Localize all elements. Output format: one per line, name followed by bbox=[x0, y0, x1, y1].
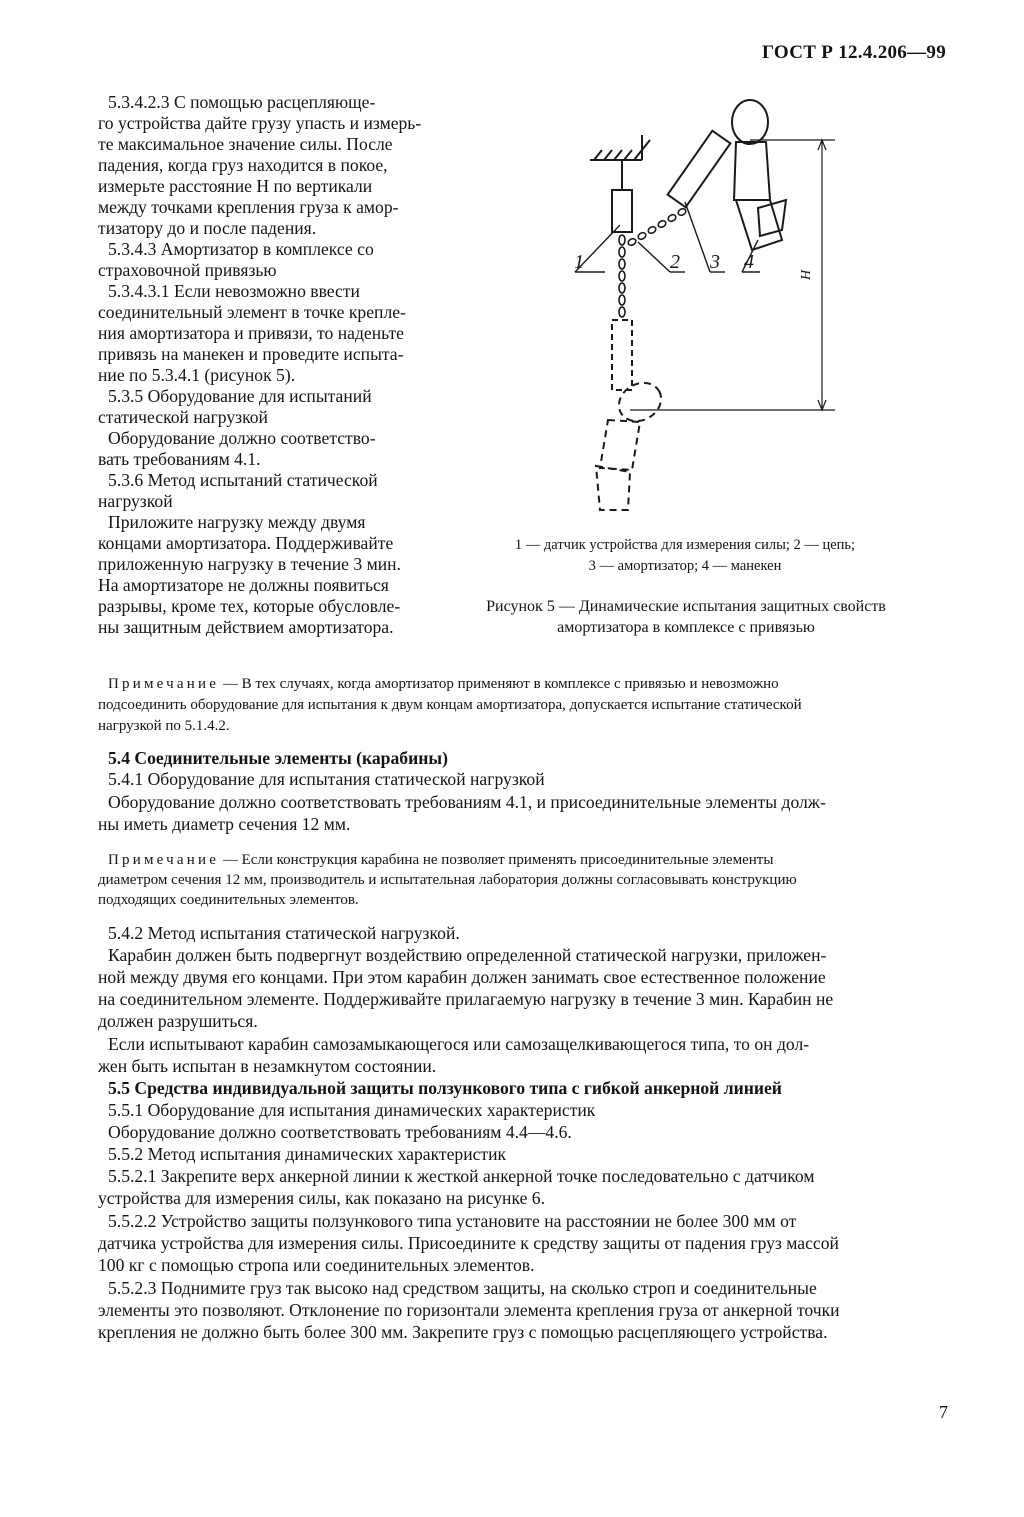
callout-3: 3 bbox=[710, 251, 720, 273]
paragraph-line: устройства для измерения силы, как показано на рисунке 6. bbox=[98, 1188, 545, 1208]
caption-line-1: Рисунок 5 — Динамические испытания защитных свойств bbox=[486, 598, 886, 615]
lower-dummy-shape bbox=[596, 375, 668, 510]
page-number: 7 bbox=[939, 1402, 948, 1422]
callout-4: 4 bbox=[744, 251, 754, 273]
paragraph-line: жен быть испытан в незамкнутом состоянии. bbox=[98, 1056, 437, 1076]
section-5-5-2: 5.5.2 Метод испытания динамических характеристик bbox=[108, 1144, 507, 1164]
text-line: концами амортизатора. Поддерживайте bbox=[98, 533, 394, 553]
dimension-h-label: H bbox=[799, 269, 814, 280]
lower-absorber-shape bbox=[612, 320, 632, 390]
paragraph-line: на соединительном элементе. Поддерживайте прилагаемую нагрузку в течение 3 мин. Карабин не bbox=[98, 989, 834, 1009]
note-2-line-2: диаметром сечения 12 мм, производитель и испытательная лаборатория должны согласовывать конструкцию bbox=[98, 872, 797, 888]
note-text: — Если конструкция карабина не позволяет применять присоединительные элементы bbox=[219, 852, 774, 868]
text-line: 5.3.4.2.3 С помощью расцепляюще- bbox=[108, 92, 376, 112]
legend-line-1: 1 — датчик устройства для измерения силы; 2 — цепь; bbox=[514, 537, 856, 553]
text-line: ния амортизатора и привязи, то наденьте bbox=[98, 323, 404, 343]
legend-line-2: 3 — амортизатор; 4 — манекен bbox=[588, 558, 782, 574]
text-line: ние по 5.3.4.1 (рисунок 5). bbox=[98, 365, 296, 385]
note-label: Примечание bbox=[108, 676, 220, 692]
figure-caption bbox=[462, 596, 910, 638]
paragraph-line: 5.5.2.2 Устройство защиты ползункового типа установите на расстоянии не более 300 мм от bbox=[108, 1211, 797, 1231]
text-line: привязь на манекен и проведите испыта- bbox=[98, 344, 404, 364]
text-line: Приложите нагрузку между двумя bbox=[108, 512, 366, 532]
text-line: страховочной привязью bbox=[98, 260, 277, 280]
paragraph-line: 5.5.2.3 Поднимите груз так высоко над средством защиты, на сколько строп и соединительные bbox=[108, 1278, 817, 1298]
paragraph-line: Если испытывают карабин самозамыкающегося или самозащелкивающегося типа, то он дол- bbox=[108, 1034, 810, 1054]
section-5-5-heading: 5.5 Средства индивидуальной защиты ползункового типа с гибкой анкерной линией bbox=[108, 1078, 782, 1098]
paragraph-line: ны иметь диаметр сечения 12 мм. bbox=[98, 814, 351, 834]
text-line: приложенную нагрузку в течение 3 мин. bbox=[98, 554, 401, 574]
note-2-line-3: подходящих соединительных элементов. bbox=[98, 892, 359, 908]
paragraph-line: элементы это позволяют. Отклонение по горизонтали элемента крепления груза от анкерной точки bbox=[98, 1300, 840, 1320]
note-text: — В тех случаях, когда амортизатор применяют в комплексе с привязью и невозможно bbox=[219, 676, 779, 692]
text-line: 5.3.5 Оборудование для испытаний bbox=[108, 386, 372, 406]
note-2-line-1 bbox=[108, 850, 773, 871]
paragraph-line: ной между двумя его концами. При этом карабин должен занимать свое естественное положение bbox=[98, 967, 826, 987]
text-line: падения, когда груз находится в покое, bbox=[98, 155, 388, 175]
vertical-chain-shape bbox=[619, 235, 625, 317]
text-line: На амортизаторе не должны появиться bbox=[98, 575, 389, 595]
callout-leaders bbox=[575, 202, 760, 272]
ceiling-anchor-hatch bbox=[590, 135, 650, 160]
diagonal-chain-shape bbox=[627, 207, 687, 246]
note-1-line-2: подсоединить оборудование для испытания к двум концам амортизатора, допускается испытание статической bbox=[98, 697, 802, 713]
paragraph-line: должен разрушиться. bbox=[98, 1011, 258, 1031]
callout-2: 2 bbox=[670, 251, 680, 273]
callout-1: 1 bbox=[574, 251, 584, 273]
note-1-line-1 bbox=[108, 674, 779, 695]
paragraph-line: 5.5.2.1 Закрепите верх анкерной линии к жесткой анкерной точке последовательно с датчиком bbox=[108, 1166, 815, 1186]
paragraph-line: Карабин должен быть подвергнут воздействию определенной статической нагрузки, приложен- bbox=[108, 945, 827, 965]
paragraph-line: Оборудование должно соответствовать требованиям 4.4—4.6. bbox=[108, 1122, 572, 1142]
text-line: 5.3.6 Метод испытаний статической bbox=[108, 470, 378, 490]
absorber-shape bbox=[668, 131, 731, 208]
paragraph-line: датчика устройства для измерения силы. Присоедините к средству защиты от падения груз массой bbox=[98, 1233, 839, 1253]
text-line: 5.3.4.3.1 Если невозможно ввести bbox=[108, 281, 360, 301]
caption-line-2: амортизатора в комплексе с привязью bbox=[557, 619, 815, 636]
figure-5-diagram bbox=[560, 90, 860, 530]
standard-code: ГОСТ Р 12.4.206—99 bbox=[761, 42, 946, 63]
paragraph-line: Оборудование должно соответствовать требованиям 4.1, и присоединительные элементы долж- bbox=[108, 792, 826, 812]
text-line: го устройства дайте грузу упасть и измерь- bbox=[98, 113, 422, 133]
text-line: нагрузкой bbox=[98, 491, 173, 511]
section-5-4-2: 5.4.2 Метод испытания статической нагрузкой. bbox=[108, 923, 460, 943]
text-line: между точками крепления груза к амор- bbox=[98, 197, 399, 217]
text-line: соединительный элемент в точке крепле- bbox=[98, 302, 406, 322]
section-5-4-1: 5.4.1 Оборудование для испытания статической нагрузкой bbox=[108, 769, 545, 789]
note-1-line-3: нагрузкой по 5.1.4.2. bbox=[98, 718, 230, 734]
section-5-5-1: 5.5.1 Оборудование для испытания динамических характеристик bbox=[108, 1100, 596, 1120]
text-line: ны защитным действием амортизатора. bbox=[98, 617, 394, 637]
section-5-4-heading: 5.4 Соединительные элементы (карабины) bbox=[108, 748, 448, 768]
figure-legend bbox=[470, 535, 900, 577]
text-line: вать требованиям 4.1. bbox=[98, 449, 261, 469]
text-line: 5.3.4.3 Амортизатор в комплексе со bbox=[108, 239, 374, 259]
text-line: Оборудование должно соответство- bbox=[108, 428, 376, 448]
paragraph-line: 100 кг с помощью стропа или соединительных элементов. bbox=[98, 1255, 535, 1275]
text-line: те максимальное значение силы. После bbox=[98, 134, 393, 154]
note-label: Примечание bbox=[108, 852, 220, 868]
force-sensor-shape bbox=[612, 190, 632, 232]
dummy-shape bbox=[732, 100, 786, 250]
text-line: разрывы, кроме тех, которые обусловле- bbox=[98, 596, 401, 616]
paragraph-line: крепления не должно быть более 300 мм. Закрепите груз с помощью расцепляющего устройства. bbox=[98, 1322, 828, 1342]
text-line: тизатору до и после падения. bbox=[98, 218, 317, 238]
text-line: статической нагрузкой bbox=[98, 407, 268, 427]
text-line: измерьте расстояние H по вертикали bbox=[98, 176, 373, 196]
